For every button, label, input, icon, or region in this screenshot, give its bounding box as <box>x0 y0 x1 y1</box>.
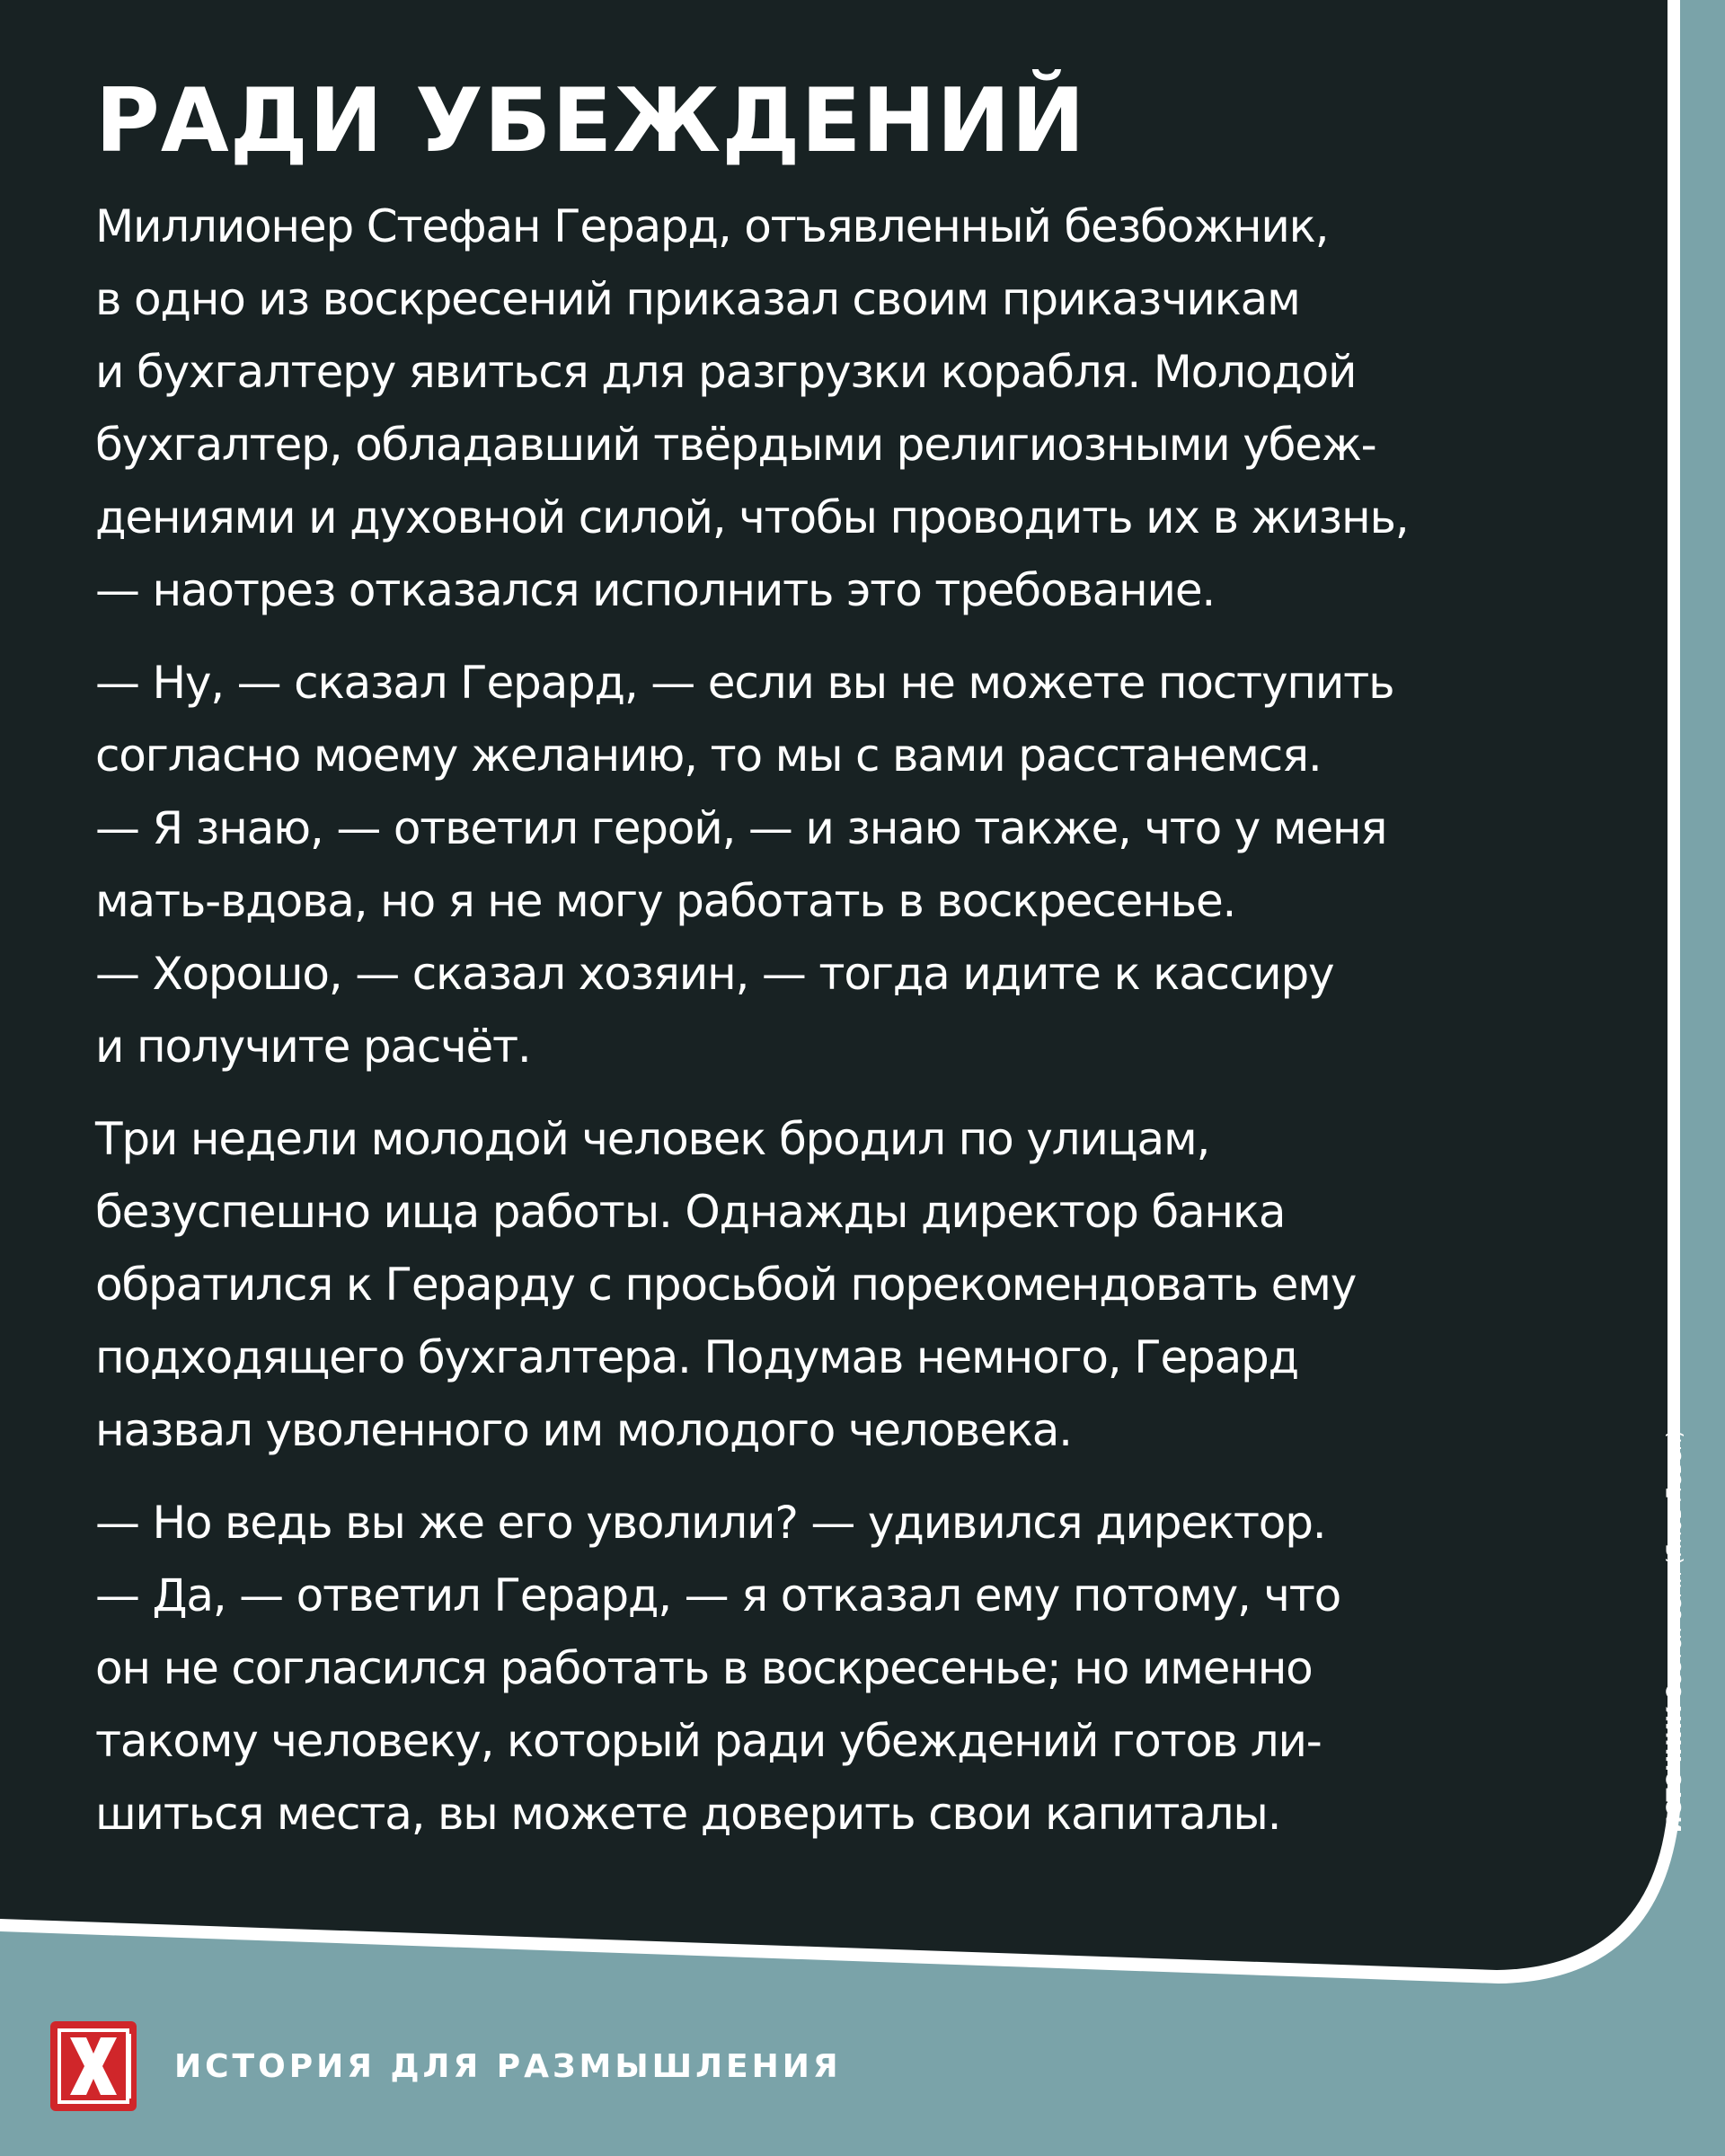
story-paragraph <box>95 190 1623 627</box>
story-line: в одно из воскресений приказал своим приказчикам <box>95 273 1300 325</box>
red-square-x-logo-icon <box>50 2021 137 2111</box>
story-line: и бухгалтеру явиться для разгрузки корабля. Молодой <box>95 346 1357 398</box>
story-line: — Я знаю, — ответил герой, — и знаю также, что у меня <box>95 802 1387 854</box>
story-line: и получите расчёт. <box>95 1021 531 1073</box>
story-line: — Да, — ответил Герард, — я отказал ему потому, что <box>95 1569 1341 1621</box>
story-line: назвал уволенного им молодого человека. <box>95 1404 1072 1456</box>
story-paragraph <box>95 647 1623 1083</box>
footer <box>50 2021 842 2111</box>
source-text: Сеется семя (Яков Левен) <box>1664 1429 1686 1701</box>
source-label: ИСТОЧНИК <box>1664 1706 1686 1833</box>
story-line: согласно моему желанию, то мы с вами расстанемся. <box>95 729 1322 782</box>
story-title: РАДИ УБЕЖДЕНИЙ <box>95 70 1086 172</box>
story-line: безуспешно ища работы. Однажды директор банка <box>95 1186 1286 1238</box>
story-line: — Но ведь вы же его уволили? — удивился директор. <box>95 1497 1326 1549</box>
story-paragraph <box>95 1487 1623 1851</box>
story-line: обратился к Герарду с просьбой порекомендовать ему <box>95 1259 1357 1311</box>
series-label: ИСТОРИЯ ДЛЯ РАЗМЫШЛЕНИЯ <box>174 2047 842 2085</box>
story-line: подходящего бухгалтера. Подумав немного, Герард <box>95 1331 1298 1383</box>
story-line: Три недели молодой человек бродил по улицам, <box>95 1113 1210 1165</box>
story-line: — Хорошо, — сказал хозяин, — тогда идите к кассиру <box>95 948 1334 1000</box>
story-line: шиться места, вы можете доверить свои капиталы. <box>95 1788 1281 1840</box>
story-line: — Ну, — сказал Герард, — если вы не можете поступить <box>95 657 1394 709</box>
story-paragraph <box>95 1103 1623 1467</box>
story-line: такому человеку, который ради убеждений готов ли- <box>95 1715 1322 1767</box>
story-line: — наотрез отказался исполнить это требование. <box>95 564 1216 616</box>
story-line: Миллионер Стефан Герард, отъявленный безбожник, <box>95 200 1329 252</box>
story-line: он не согласился работать в воскресенье; но именно <box>95 1642 1313 1694</box>
source-credit <box>1662 1430 1689 1833</box>
story-line: бухгалтер, обладавший твёрдыми религиозными убеж- <box>95 419 1376 471</box>
story-line: дениями и духовной силой, чтобы проводить их в жизнь, <box>95 491 1409 543</box>
story-body <box>95 190 1623 1870</box>
story-line: мать-вдова, но я не могу работать в воскресенье. <box>95 875 1236 927</box>
